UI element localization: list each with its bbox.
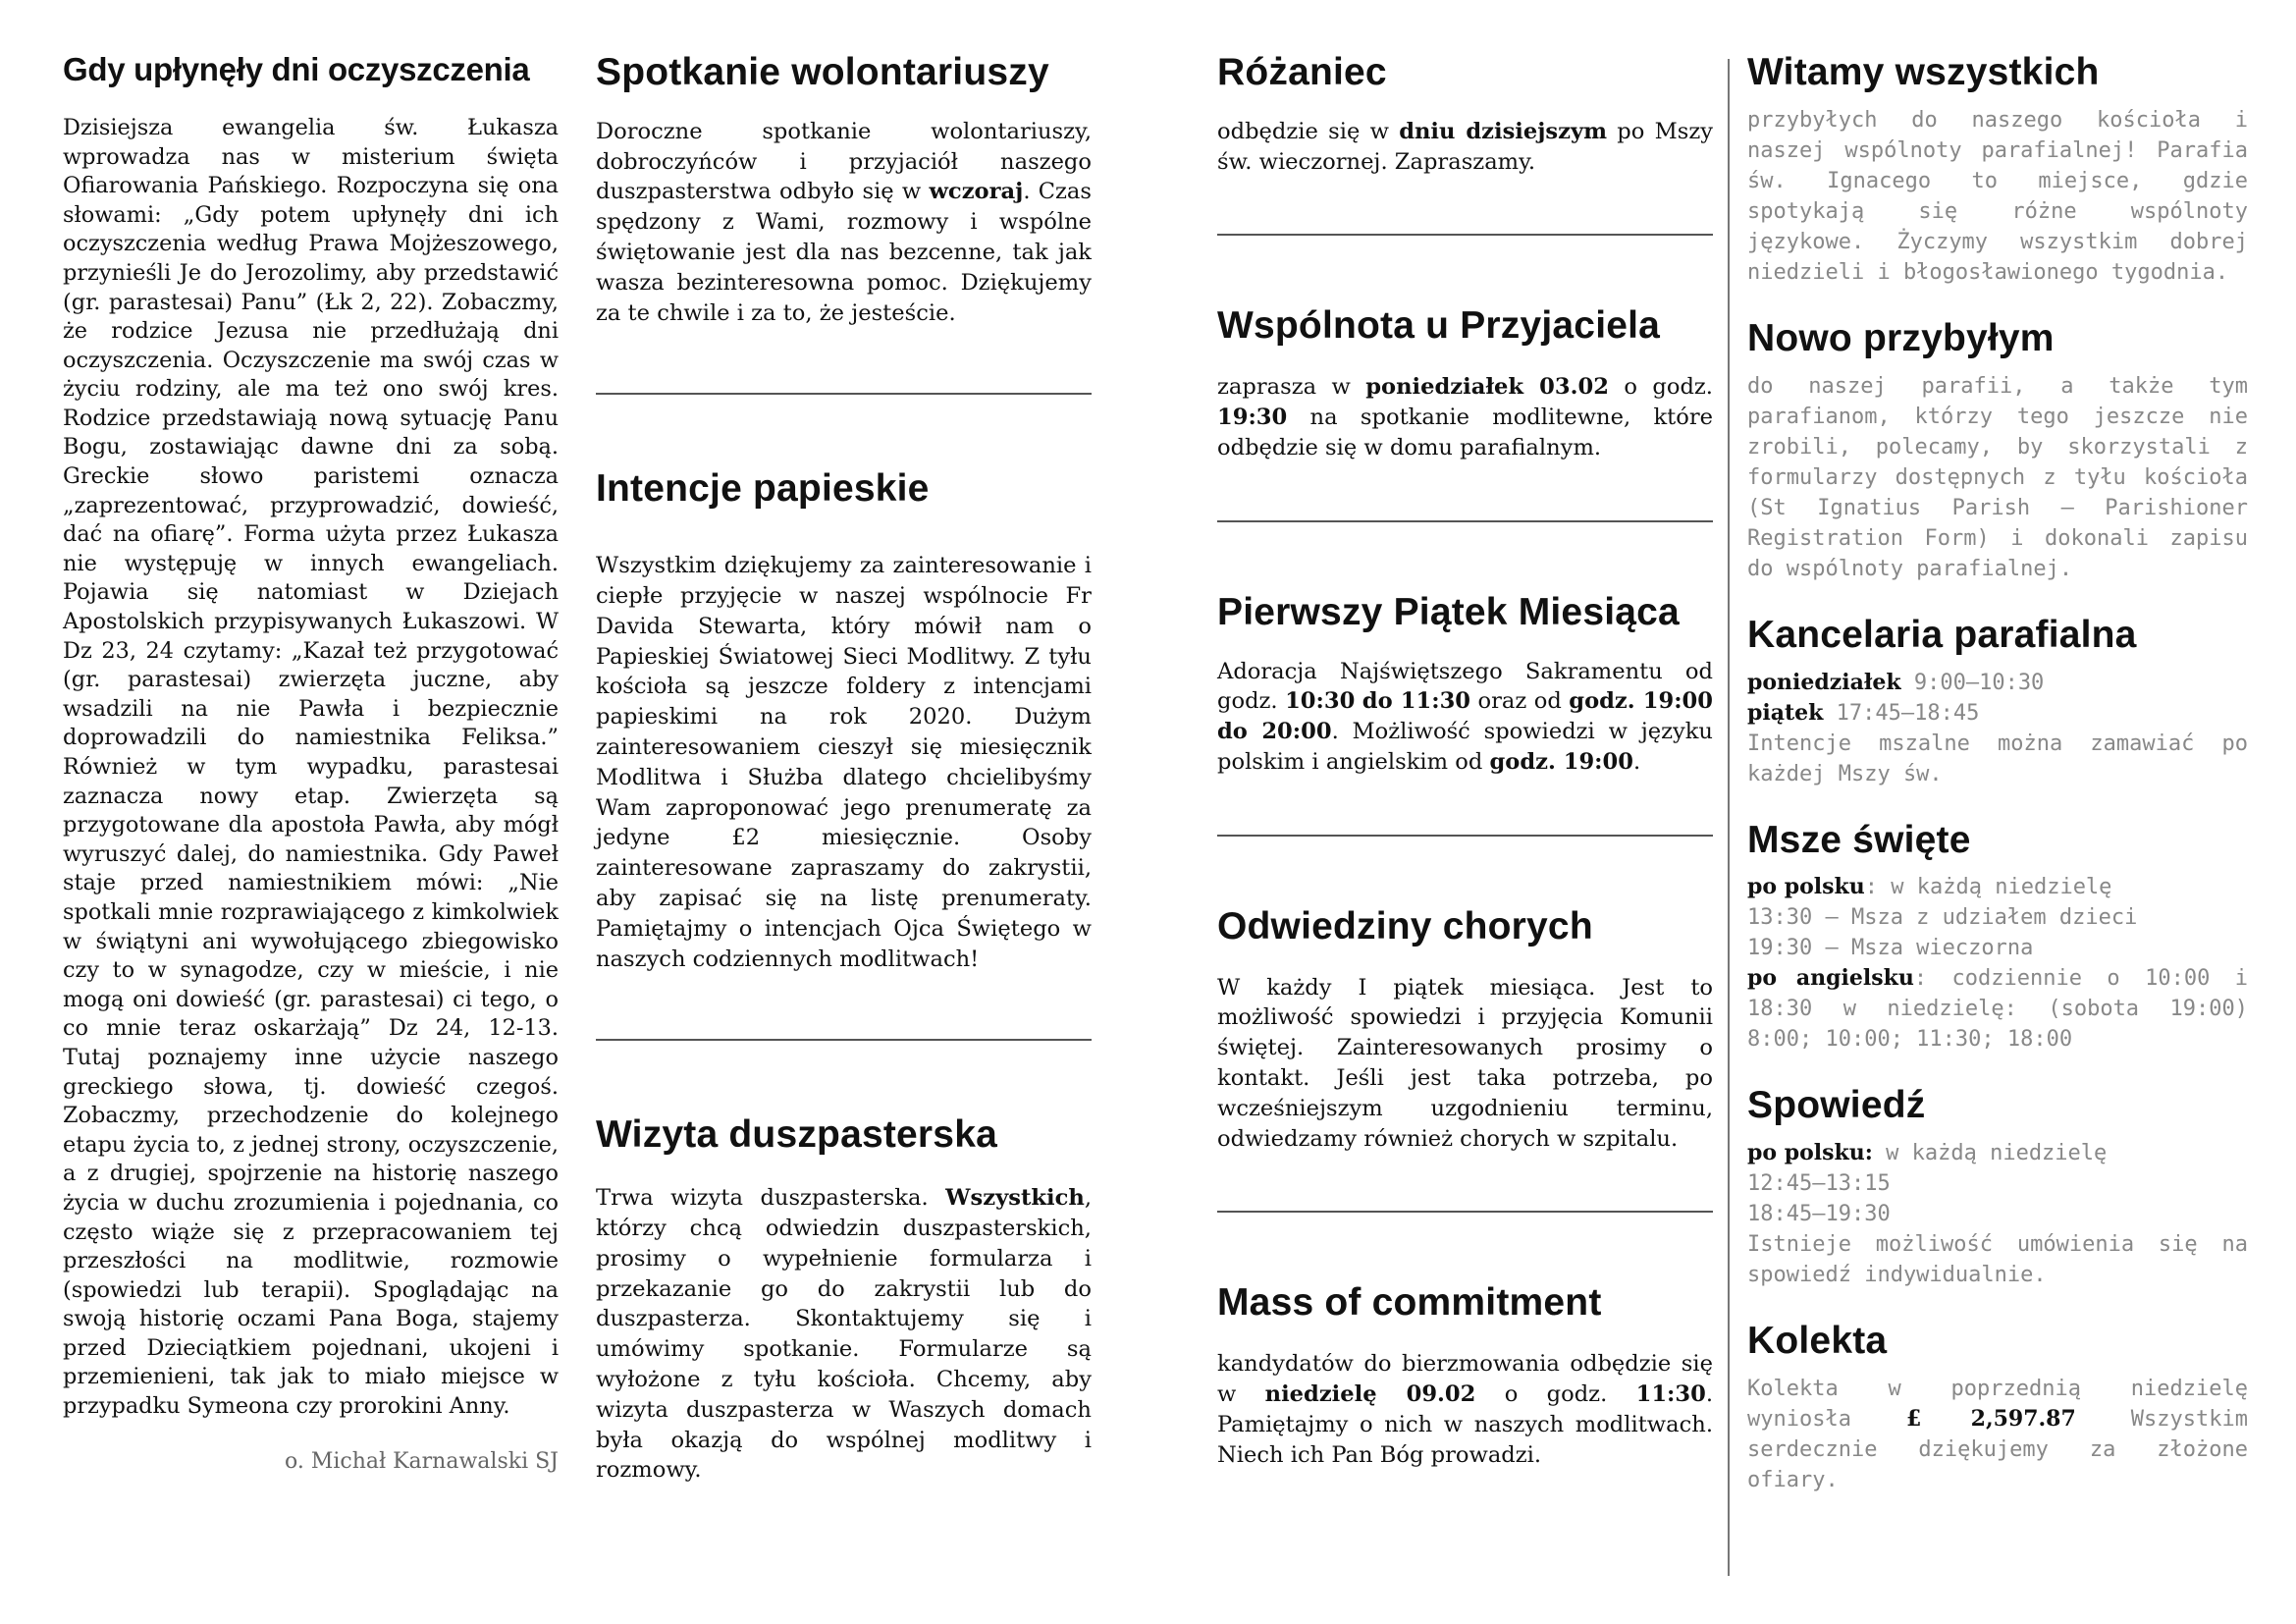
community-text: zaprasza w poniedziałek 03.02 o godz. 19:30 na spotkanie modlitewne, które odbędzie się w domu parafialnym. — [1217, 374, 1713, 460]
first-friday-title: Pierwszy Piątek Miesiąca — [1217, 590, 1680, 633]
mass-of-commitment-title: Mass of commitment — [1217, 1281, 1602, 1325]
confession-block — [1747, 1084, 2248, 1290]
newcomers-title: Nowo przybyłym — [1747, 316, 2055, 359]
volunteers-text: Doroczne spotkanie wolontariuszy, dobroczyńców i przyjaciół naszego duszpasterstwa odbyło się w wczoraj. Czas spędzony z Wami, rozmowy i wspólne świętowanie jest dla nas bezcenne, tak jak wasza bezinteresowna pomoc. Dziękujemy za te chwile i za to, że jesteście. — [596, 118, 1092, 326]
author-signature: o. Michał Karnawalski SJ — [284, 1448, 559, 1474]
masses-title: Msze święte — [1747, 818, 1971, 861]
confession-schedule: po polsku: w każdą niedzielę 12:45–13:15 18:45–19:30 Istnieje możliwość umówienia się na spowiedź indywidualnie. — [1747, 1140, 2248, 1288]
welcome-text: przybyłych do naszego kościoła i naszej wspólnoty parafialnej! Parafia św. Ignacego to miejsce, gdzie spotykają się różne wspólnoty językowe. Życzymy wszystkim dobrej niedzieli i błogosławionego tygodnia. — [1747, 107, 2248, 285]
office-title: Kancelaria parafialna — [1747, 613, 2137, 656]
newcomers-text: do naszej parafii, a także tym parafianom, którzy tego jeszcze nie zrobili, polecamy, by skorzystali z formularzy dostępnych z tyłu kościoła (St Ignatius Parish – Parishioner Registration Form) i dokonali zapisu do wspólnoty parafialnej. — [1747, 373, 2248, 581]
divider — [1217, 1211, 1713, 1213]
masses-block — [1747, 819, 2248, 1056]
column-announcements-2 — [1217, 51, 1713, 1470]
rosary-title: Różaniec — [1217, 51, 1387, 93]
office-hours: poniedziałek 9:00–10:30 piątek 17:45–18:45 Intencje mszalne można zamawiać po każdej Mszy św. — [1747, 669, 2248, 786]
divider — [1217, 520, 1713, 522]
divider — [596, 393, 1092, 395]
welcome-title: Witamy wszystkich — [1747, 51, 2100, 93]
column-divider — [1728, 59, 1730, 1576]
divider — [1217, 234, 1713, 236]
mass-of-commitment-text: kandydatów do bierzmowania odbędzie się w niedzielę 09.02 o godz. 11:30. Pamiętajmy o nich w naszych modlitwach. Niech ich Pan Bóg prowadzi. — [1217, 1351, 1714, 1468]
collection-title: Kolekta — [1747, 1320, 1888, 1363]
divider — [1217, 835, 1713, 837]
papal-intentions-text: Wszystkim dziękujemy za zainteresowanie i ciepłe przyjęcie w naszej wspólnocie Fr Davida Stewarta, który mówił nam o Papieskiej Światowej Sieci Modlitwy. Z tyłu kościoła są jeszcze foldery z intencjami papieskimi na rok 2020. Dużym zainteresowaniem cieszył się miesięcznik Modlitwa i Służba dlatego chcielibyśmy Wam zaproponować jego prenumeratę za jedyne £2 miesięcznie. Osoby zainteresowane zapraszamy do zakrystii, aby zapisać się na listę prenumeraty. Pamiętajmy o intencjach Ojca Świętego w naszych codziennych modlitwach! — [596, 553, 1092, 972]
papal-intentions-title: Intencje papieskie — [596, 467, 930, 511]
visiting-sick-text: W każdy I piątek miesiąca. Jest to możliwość spowiedzi i przyjęcia Komunii świętej. Zainteresowanych prosimy o kontakt. Jeśli jest taka potrzeba, po wcześniejszym uzgodnieniu terminu, odwiedzamy również chorych w szpitalu. — [1217, 974, 1713, 1152]
volunteers-title: Spotkanie wolontariuszy — [596, 51, 1049, 93]
first-friday-text: Adoracja Najświętszego Sakramentu od godz. 10:30 do 11:30 oraz od godz. 19:00 do 20:00. Możliwość spowiedzi w języku polskim i angielskim od godz. 19:00. — [1217, 658, 1713, 775]
welcome-block — [1747, 51, 2248, 288]
divider — [596, 1039, 1092, 1041]
confession-title: Spowiedź — [1747, 1084, 1926, 1127]
rosary-text: odbędzie się w dniu dzisiejszym po Mszy św. wieczornej. Zapraszamy. — [1217, 118, 1713, 175]
collection-block — [1747, 1320, 2248, 1495]
column-reflection — [63, 51, 559, 1474]
pastoral-visit-title: Wizyta duszpasterska — [596, 1113, 997, 1157]
visiting-sick-title: Odwiedziny chorych — [1217, 904, 1593, 947]
newcomers-block — [1747, 317, 2248, 584]
pastoral-visit-text: Trwa wizyta duszpasterska. Wszystkich, którzy chcą odwiedzin duszpasterskich, prosimy o wypełnienie formularza i przekazanie go do zakrystii lub do duszpasterza. Skontaktujemy się i umówimy spotkanie. Formularze są wyłożone z tyłu kościoła. Chcemy, aby wizyta duszpasterza w Waszych domach była okazją do wspólnej modlitwy i rozmowy. — [596, 1185, 1092, 1484]
column-parish-info — [1747, 51, 2248, 1525]
masses-schedule: po polsku: w każdą niedzielę 13:30 – Msza z udziałem dzieci 19:30 – Msza wieczorna po angielsku: codziennie o 10:00 i 18:30 w niedzielę: (sobota 19:00) 8:00; 10:00; 11:30; 18:00 — [1747, 874, 2248, 1053]
column-announcements-1 — [596, 51, 1092, 1486]
office-block — [1747, 614, 2248, 789]
reflection-text: Dzisiejsza ewangelia św. Łukasza wprowadza nas w misterium święta Ofiarowania Pańskiego. Rozpoczyna się ona słowami: „Gdy potem upłynęły dni ich oczyszczenia według Prawa Mojżeszowego, przynieśli Je do Jerozolimy, aby przedstawić (gr. parastesai) Panu” (Łk 2, 22). Zobaczmy, że rodzice Jezusa nie przedłużają dni oczyszczenia. Oczyszczenie ma swój czas w życiu rodziny, ale ma też ono swój kres. Rodzice przedstawiają nową sytuację Panu Bogu, zostawiając dawne dni za sobą. Greckie słowo paristemi oznacza „zaprezentować, przyprowadzić, dowieść, dać na ofiarę”. Forma użyta przez Łukasza nie występuję w innych ewangeliach. Pojawia się natomiast w Dziejach Apostolskich przypisywanych Łukaszowi. W Dz 23, 24 czytamy: „Kazał też przygotować (gr. parastesai) zwierzęta juczne, aby wsadzili na nie Pawła i bezpiecznie doprowadzili do namiestnika Feliksa.” Również w tym wypadku, parastesai zaznacza nowy etap. Zwierzęta są przygotowane dla apostoła Pawła, aby mógł wyruszyć dalej, do namiestnika. Gdy Paweł staje przed namiestnikiem mówi: „Nie spotkali mnie rozprawiającego z kimkolwiek w świątyni ani wywołującego zbiegowisko czy to w synagodze, czy w mieście, i nie mogą oni dowieść (gr. parastesai) ci tego, o co mnie teraz oskarżają” Dz 24, 12-13. Tutaj poznajemy inne użycie naszego greckiego słowa, tj. dowieść czegoś. Zobaczmy, przechodzenie do kolejnego etapu życia to, z jednej strony, oczyszczenie, a z drugiej, spojrzenie na historię naszego życia w duchu zrozumienia i pojednania, co często wiąże się z przepracowaniem tej przeszłości na modlitwie, rozmowie (spowiedzi lub terapii). Spoglądając na swoją historię oczami Pana Boga, stajemy przed Dzieciątkiem pojednani, ukojeni i przemienieni, tak jak to miało miejsce w przypadku Symeona czy prorokini Anny. — [63, 114, 559, 1420]
reflection-title: Gdy upłynęły dni oczyszczenia — [63, 51, 530, 87]
collection-text: Kolekta w poprzednią niedzielę wyniosła £ 2,597.87 Wszystkim serdecznie dziękujemy za złożone ofiary. — [1747, 1377, 2248, 1493]
community-title: Wspólnota u Przyjaciela — [1217, 304, 1661, 348]
